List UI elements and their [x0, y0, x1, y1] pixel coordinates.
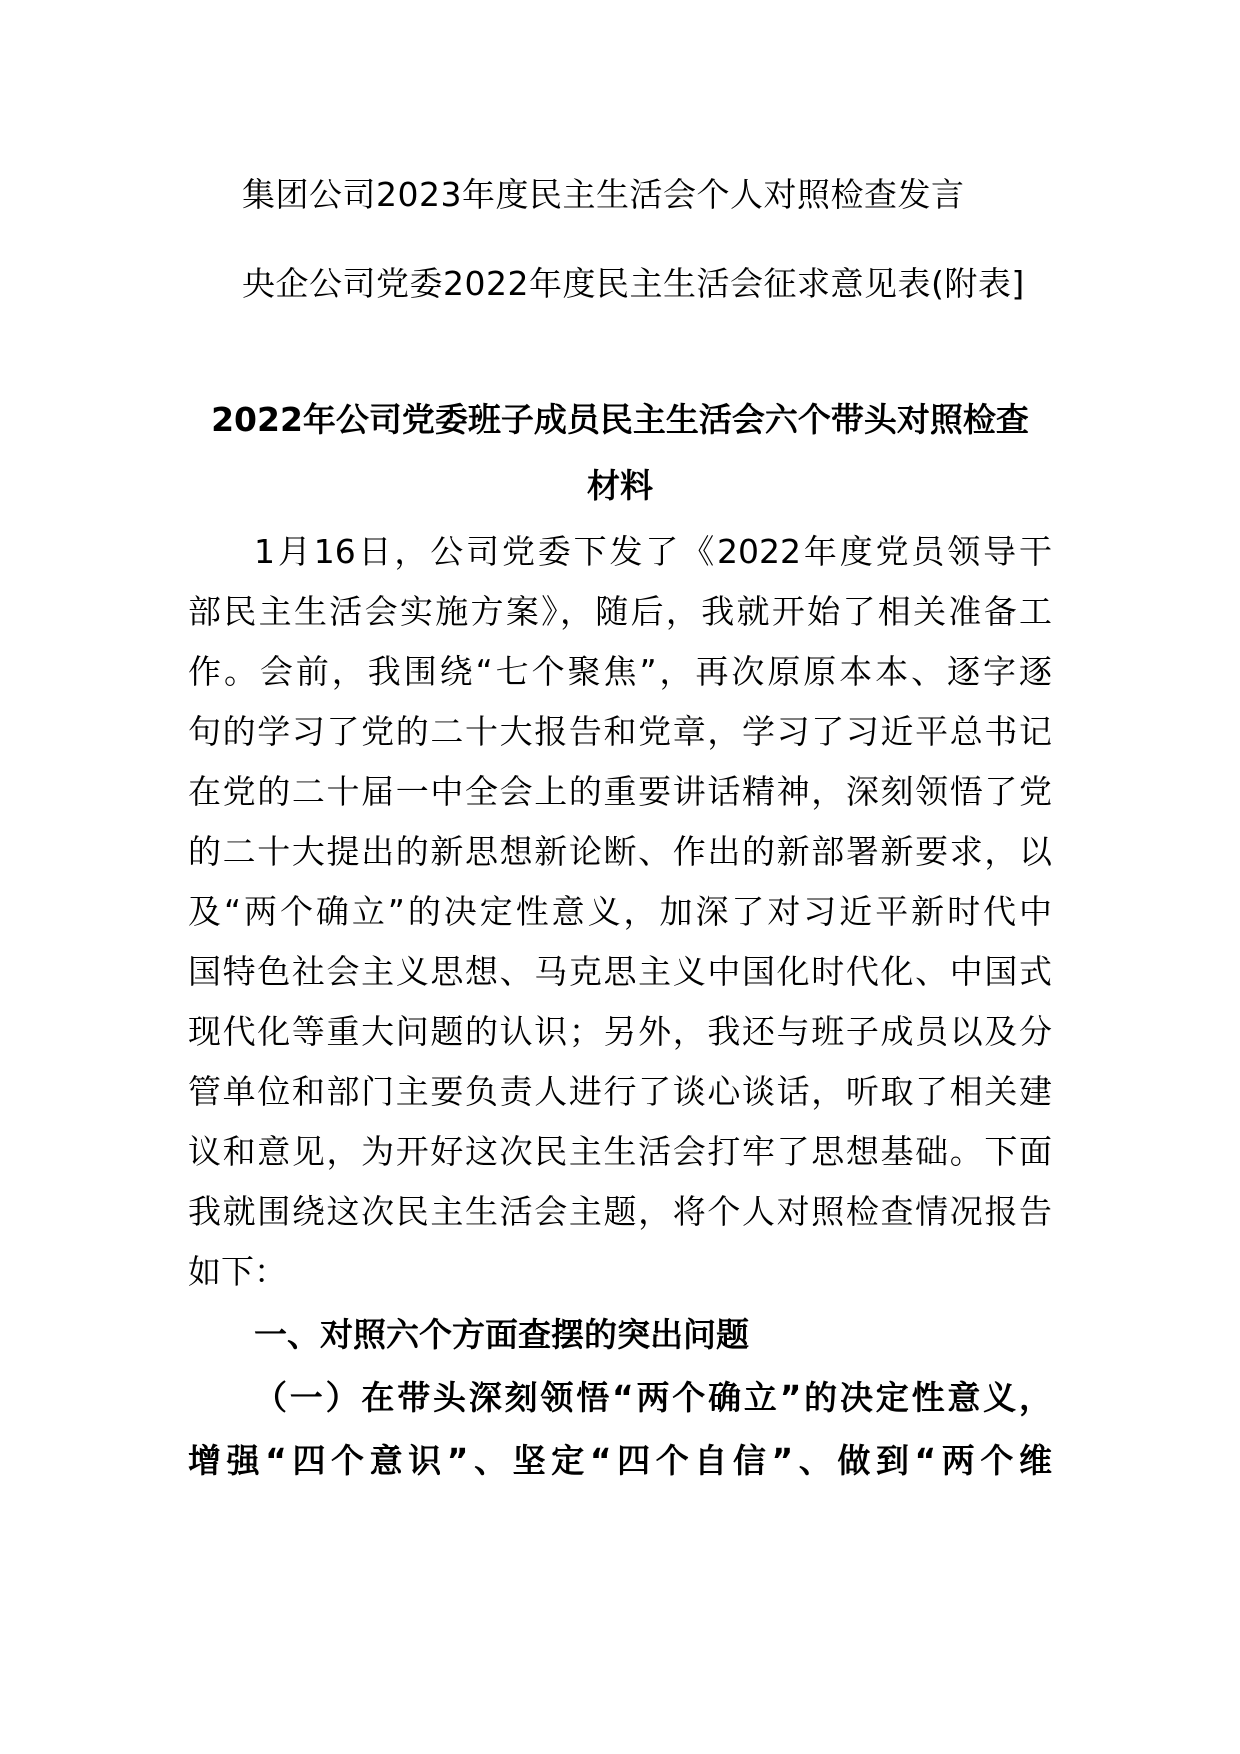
paragraph-line: 及“两个确立”的决定性意义，加深了对习近平新时代中 [188, 892, 1052, 931]
paragraph-line: 的二十大提出的新思想新论断、作出的新部署新要求，以 [188, 832, 1052, 871]
document-title-line-2: 材料 [587, 466, 653, 505]
section-heading: 一、对照六个方面查摆的突出问题 [254, 1315, 749, 1354]
paragraph-line: 部民主生活会实施方案》，随后，我就开始了相关准备工 [188, 592, 1052, 631]
paragraph-line: 现代化等重大问题的认识；另外，我还与班子成员以及分 [188, 1012, 1052, 1051]
document-title-line-1: 2022年公司党委班子成员民主生活会六个带头对照检查 [211, 400, 1029, 439]
paragraph-line: 国特色社会主义思想、马克思主义中国化时代化、中国式 [188, 952, 1052, 991]
paragraph-line: 我就围绕这次民主生活会主题，将个人对照检查情况报告 [188, 1192, 1052, 1231]
paragraph-line: 在党的二十届一中全会上的重要讲话精神，深刻领悟了党 [188, 772, 1052, 811]
subsection-heading-line: （一）在带头深刻领悟“两个确立”的决定性意义， [254, 1378, 1052, 1417]
paragraph-line: 句的学习了党的二十大报告和党章，学习了习近平总书记 [188, 712, 1052, 751]
paragraph-line: 如下： [188, 1252, 287, 1291]
paragraph-line: 作。会前，我围绕“七个聚焦”，再次原原本本、逐字逐 [188, 652, 1052, 691]
paragraph-line: 管单位和部门主要负责人进行了谈心谈话，听取了相关建 [188, 1072, 1052, 1111]
related-article-link-1[interactable]: 集团公司2023年度民主生活会个人对照检查发言 [242, 175, 965, 214]
related-article-link-2[interactable]: 央企公司党委2022年度民主生活会征求意见表(附表] [242, 264, 1025, 303]
subsection-heading-line: 增强“四个意识”、坚定“四个自信”、做到“两个维 [188, 1441, 1052, 1480]
paragraph-line: 议和意见，为开好这次民主生活会打牢了思想基础。下面 [188, 1132, 1052, 1171]
paragraph-line: 1月16日，公司党委下发了《2022年度党员领导干 [254, 532, 1052, 571]
